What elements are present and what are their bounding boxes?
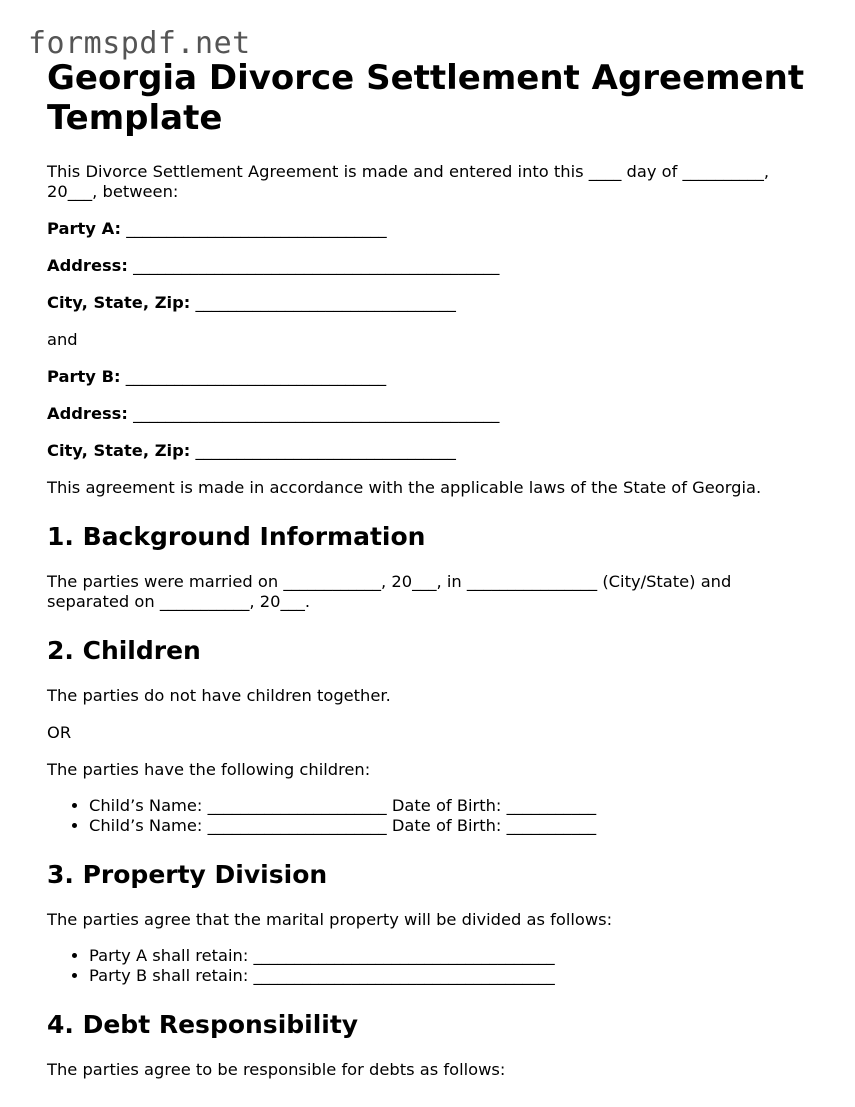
party-a-city-field: [47, 293, 817, 313]
party-a-city-label: City, State, Zip:: [47, 293, 191, 312]
list-item: • Child’s Name: ______________________ Date of Birth: ___________: [89, 816, 817, 836]
watermark: formspdf.net: [28, 26, 251, 61]
list-item: • Child’s Name: ______________________ Date of Birth: ___________: [89, 796, 817, 816]
party-a-address-field: [47, 256, 817, 276]
list-item: • Party B shall retain: _____________________________________: [89, 966, 817, 986]
or-text: OR: [47, 723, 72, 742]
list-item: • Party A shall retain: _____________________________________: [89, 946, 817, 966]
property-list: [47, 946, 817, 986]
party-a-name-field: [47, 219, 817, 239]
party-a-name-blank: ________________________________: [126, 219, 387, 238]
laws-paragraph: This agreement is made in accordance with the applicable laws of the State of Georgia.: [47, 478, 762, 497]
party-b-address-field: [47, 404, 817, 424]
party-a-name-label: Party A:: [47, 219, 121, 238]
have-children-text: The parties have the following children:: [47, 760, 371, 779]
party-b-city-field: [47, 441, 817, 461]
section-debt-text: The parties agree to be responsible for debts as follows:: [47, 1060, 506, 1079]
party-b-address-blank: _____________________________________________: [133, 404, 500, 423]
section-property-text: The parties agree that the marital property will be divided as follows:: [47, 910, 613, 929]
party-a-city-blank: ________________________________: [195, 293, 456, 312]
section-property-heading: 3. Property Division: [47, 860, 328, 889]
party-b-name-blank: ________________________________: [125, 367, 387, 386]
intro-paragraph: This Divorce Settlement Agreement is made and entered into this ____ day of __________, 20___, between:: [47, 162, 770, 201]
party-b-city-label: City, State, Zip:: [47, 441, 191, 460]
party-b-address-label: Address:: [47, 404, 128, 423]
section-debt-heading: 4. Debt Responsibility: [47, 1010, 359, 1039]
party-a-address-blank: _____________________________________________: [133, 256, 500, 275]
party-b-name-label: Party B:: [47, 367, 121, 386]
party-b-city-blank: ________________________________: [195, 441, 456, 460]
party-a-address-label: Address:: [47, 256, 128, 275]
document-body: [47, 58, 817, 1080]
party-b-name-field: [47, 367, 817, 387]
section-background-heading: 1. Background Information: [47, 522, 426, 551]
document-title: Georgia Divorce Settlement Agreement Template: [47, 58, 805, 138]
section-background-text: The parties were married on ____________, 20___, in ________________ (City/State) and separated on ___________, 20___.: [47, 572, 732, 611]
no-children-text: The parties do not have children together.: [47, 686, 391, 705]
section-children-heading: 2. Children: [47, 636, 201, 665]
children-list: [47, 796, 817, 836]
and-text: and: [47, 330, 78, 349]
